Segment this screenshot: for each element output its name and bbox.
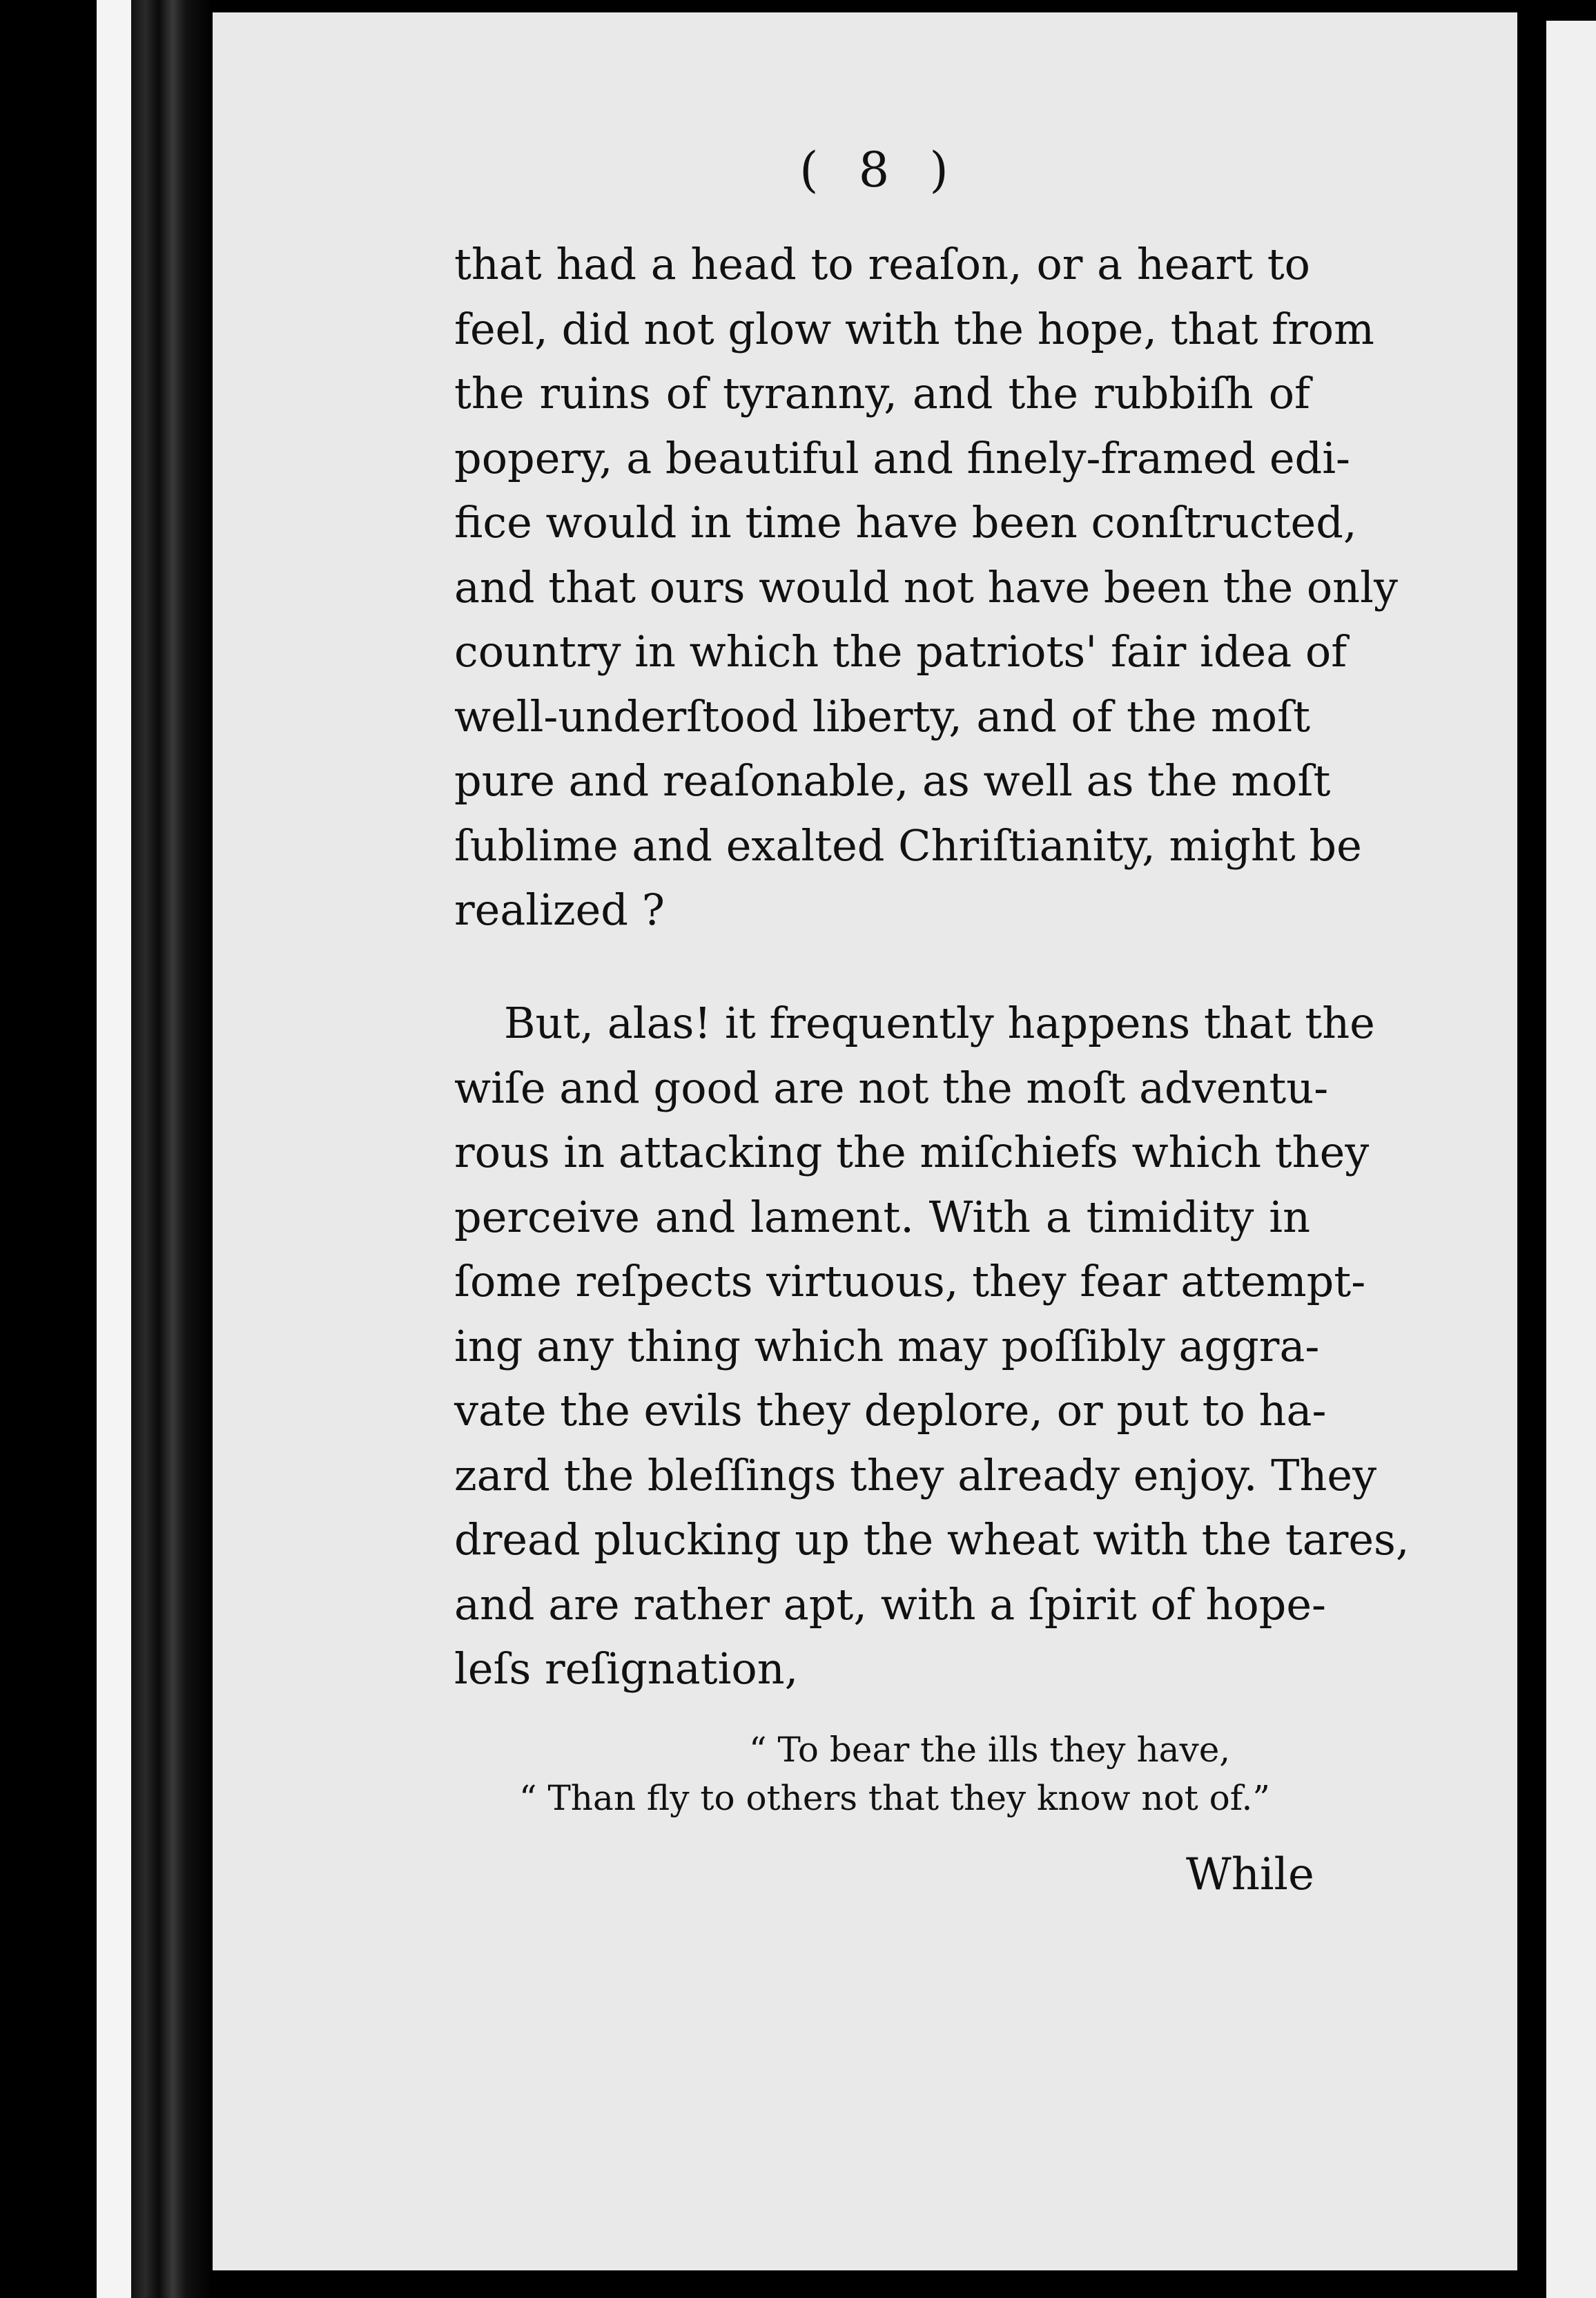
text-line: perceive and lament. With a timidity in xyxy=(454,1191,1310,1242)
text-line: the ruins of tyranny, and the rubbiſh of xyxy=(454,368,1310,418)
text-line: pure and reaſonable, as well as the moſt xyxy=(454,755,1331,806)
text-line: wiſe and good are not the moſt adventu- xyxy=(454,1062,1329,1113)
text-line: country in which the patriots' fair idea of xyxy=(454,626,1347,677)
text-line: popery, a beautiful and finely-framed edi- xyxy=(454,432,1351,483)
text-line: dread plucking up the wheat with the tares, xyxy=(454,1514,1410,1565)
catchword: While xyxy=(1186,1849,1314,1900)
text-line: ſome reſpects virtuous, they fear attempt- xyxy=(454,1256,1366,1306)
text-line: and are rather apt, with a ſpirit of hope- xyxy=(454,1578,1327,1630)
right-shadow xyxy=(1517,0,1546,2298)
page-number: ( 8 ) xyxy=(799,142,961,198)
text-line: But, alas! it frequently happens that the xyxy=(504,998,1375,1048)
text-line: ſublime and exalted Chriſtianity, might be xyxy=(454,820,1362,871)
text-line: and that ours would not have been the only xyxy=(454,561,1398,612)
text-line: fice would in time have been conſtructed, xyxy=(454,497,1357,548)
paragraph-2 xyxy=(454,991,1410,1701)
book-spine xyxy=(131,0,213,2298)
quotation-line: “ To bear the ills they have, xyxy=(749,1730,1231,1770)
text-line: rous in attacking the miſchiefs which they xyxy=(454,1127,1370,1177)
text-line: well-underſtood liberty, and of the moſt xyxy=(454,691,1310,742)
text-line: zard the bleſſings they already enjoy. They xyxy=(454,1449,1377,1500)
adjacent-page-edge xyxy=(97,0,131,2298)
next-page-edge xyxy=(1546,21,1596,2298)
paragraph-1 xyxy=(454,232,1398,943)
text-line: ing any thing which may poſſibly aggra- xyxy=(454,1320,1320,1371)
text-line: feel, did not glow with the hope, that from xyxy=(454,303,1374,354)
text-line: that had a head to reaſon, or a heart to xyxy=(454,239,1310,289)
text-line: leſs reſignation, xyxy=(454,1643,799,1694)
text-line: vate the evils they deplore, or put to ha- xyxy=(454,1385,1327,1436)
quotation-line: “ Than fly to others that they know not of.” xyxy=(519,1778,1270,1818)
text-line: realized ? xyxy=(454,885,665,935)
